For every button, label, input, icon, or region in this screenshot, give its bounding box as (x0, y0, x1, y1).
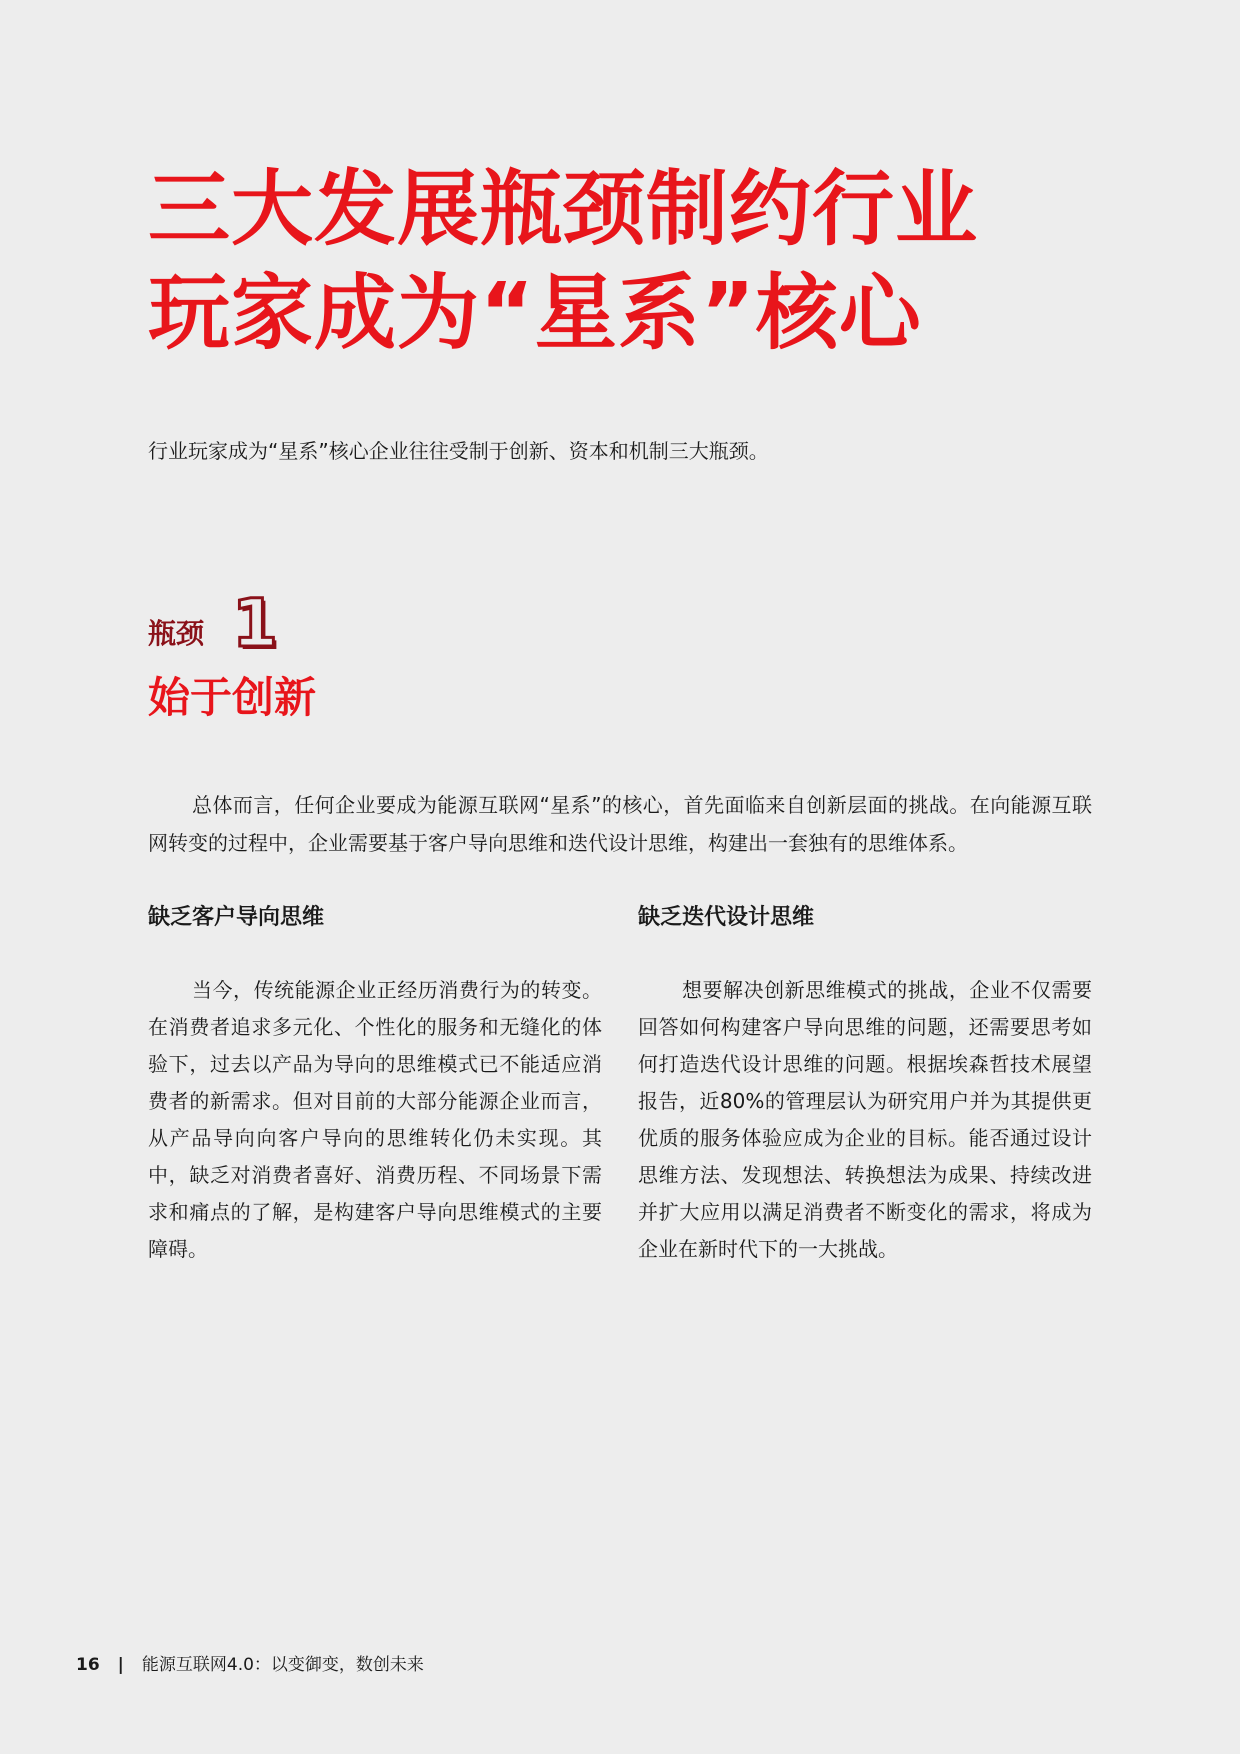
page-title-line-2: 玩家成为“星系”核心 (148, 266, 922, 361)
left-column (148, 900, 602, 1268)
publication-title: 能源互联网4.0：以变御变，数创未来 (141, 1655, 424, 1675)
page-title (148, 158, 1148, 366)
page-title-line-1: 三大发展瓶颈制约行业 (148, 162, 979, 257)
footer-separator: | (117, 1655, 124, 1675)
right-column-heading: 缺乏迭代设计思维 (638, 905, 815, 930)
section-lead-paragraph: 总体而言，任何企业要成为能源互联网“星系”的核心，首先面临来自创新层面的挑战。在向能源互联网转变的过程中，企业需要基于客户导向思维和迭代设计思维，构建出一套独有的思维体系。 (148, 793, 1092, 855)
section-title: 始于创新 (148, 673, 317, 722)
bottleneck-number: 1 (232, 585, 278, 662)
right-column-body: 想要解决创新思维模式的挑战，企业不仅需要回答如何构建客户导向思维的问题，还需要思考如何打造迭代设计思维的问题。根据埃森哲技术展望报告，近80%的管理层认为研究用户并为其提供更优质的服务体验应成为企业的目标。能否通过设计思维方法、发现想法、转换想法为成果、持续改进并扩大应用以满足消费者不断变化的需求，将成为企业在新时代下的一大挑战。 (638, 978, 1092, 1261)
right-column (638, 900, 1092, 1268)
left-column-body: 当今，传统能源企业正经历消费行为的转变。在消费者追求多元化、个性化的服务和无缝化的体验下，过去以产品为导向的思维模式已不能适应消费者的新需求。但对目前的大部分能源企业而言，从产品导向向客户导向的思维转化仍未实现。其中，缺乏对消费者喜好、消费历程、不同场景下需求和痛点的了解，是构建客户导向思维模式的主要障碍。 (148, 978, 602, 1261)
bottleneck-label: 瓶颈 (148, 617, 205, 650)
page-footer (76, 1652, 424, 1678)
intro-text: 行业玩家成为“星系”核心企业往往受制于创新、资本和机制三大瓶颈。 (148, 439, 769, 463)
left-column-heading: 缺乏客户导向思维 (148, 905, 325, 930)
page-number: 16 (76, 1655, 100, 1675)
